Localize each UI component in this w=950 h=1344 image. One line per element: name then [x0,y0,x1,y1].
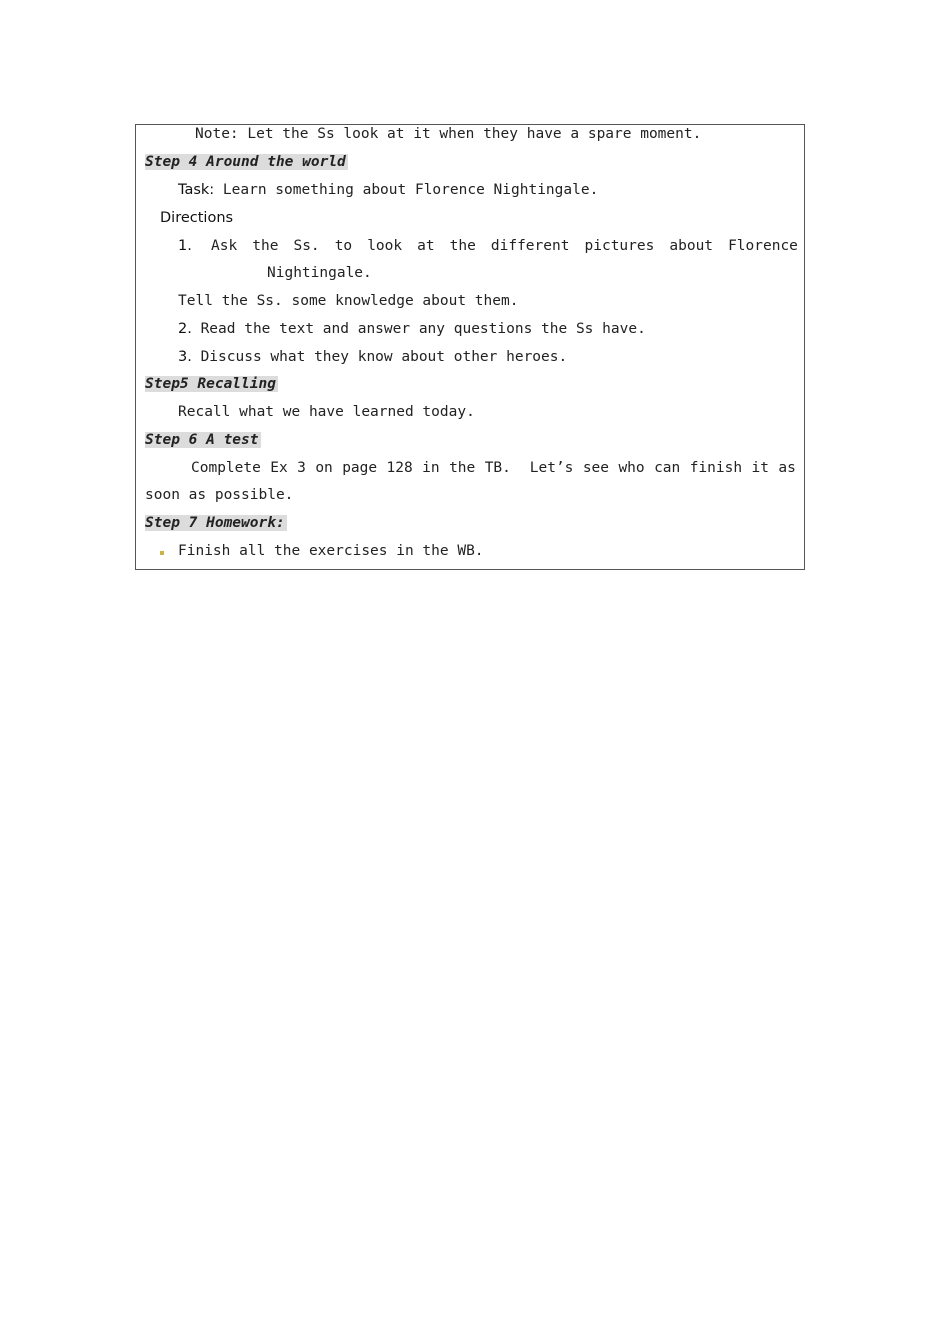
item1-number [178,237,192,255]
step6-word: 3 [297,460,306,476]
task-line [178,181,598,199]
step6-word: Ex [270,460,288,476]
step6-word: as [778,460,796,476]
item2-text: Read the text and answer any questions the Ss have. [200,321,646,337]
step6-word: the [449,460,476,476]
step6-word: finish [689,460,743,476]
step6-word: can [654,460,681,476]
step6-heading-text: Step 6 A test [145,432,259,448]
note-text: Note: Let the Ss look at it when they have a spare moment. [195,126,702,142]
step6-continuation: soon as possible. [145,487,294,503]
item1-word: pictures [584,238,655,254]
task-text: Learn something about Florence Nightingale. [214,182,599,198]
step6-word: on [315,460,333,476]
item1-continuation: Nightingale. [267,265,372,281]
item1-word: the [449,238,476,254]
item1-word: the [252,238,279,254]
item1-num: 1. [178,238,192,254]
step5-heading [145,375,278,393]
tell-text: Tell the Ss. some knowledge about them. [178,293,519,309]
item1-word: at [417,238,435,254]
item1-text [211,237,798,255]
step5-text: Recall what we have learned today. [178,404,475,420]
directions-label [160,209,233,227]
item2-num: 2. [178,321,192,337]
item3-text: Discuss what they know about other heroes. [200,349,568,365]
item3-num: 3. [178,349,192,365]
item2 [178,320,646,338]
step6-word: 128 [386,460,413,476]
step6-word: page [342,460,378,476]
step5-heading-text: Step5 Recalling [145,376,276,392]
step6-heading [145,431,261,449]
bullet-icon [160,551,164,555]
item1-word: to [334,238,353,254]
step4-heading-text: Step 4 Around the world [145,154,346,170]
item1-word: Ss. [293,238,320,254]
step6-word: who [618,460,645,476]
step6-text [191,459,796,477]
step7-heading-text: Step 7 Homework: [145,515,285,531]
item3 [178,348,567,366]
homework-item [160,542,484,560]
homework-text: Finish all the exercises in the WB. [178,543,484,559]
directions-text: Directions [160,210,234,226]
item1-word: about [669,238,714,254]
step6-word: it [751,460,769,476]
step6-word: TB. [484,460,511,476]
item1-word: look [367,238,403,254]
step6-word: in [422,460,440,476]
step6-word: Complete [191,460,261,476]
step6-word: see [582,460,610,476]
item1-word: Florence [728,238,798,254]
step4-heading [145,153,348,171]
item1-word: different [490,238,570,254]
step6-word: Let’s [529,460,574,476]
item1-word: Ask [211,238,238,254]
task-label: Task: [178,182,215,198]
step7-heading [145,514,287,532]
